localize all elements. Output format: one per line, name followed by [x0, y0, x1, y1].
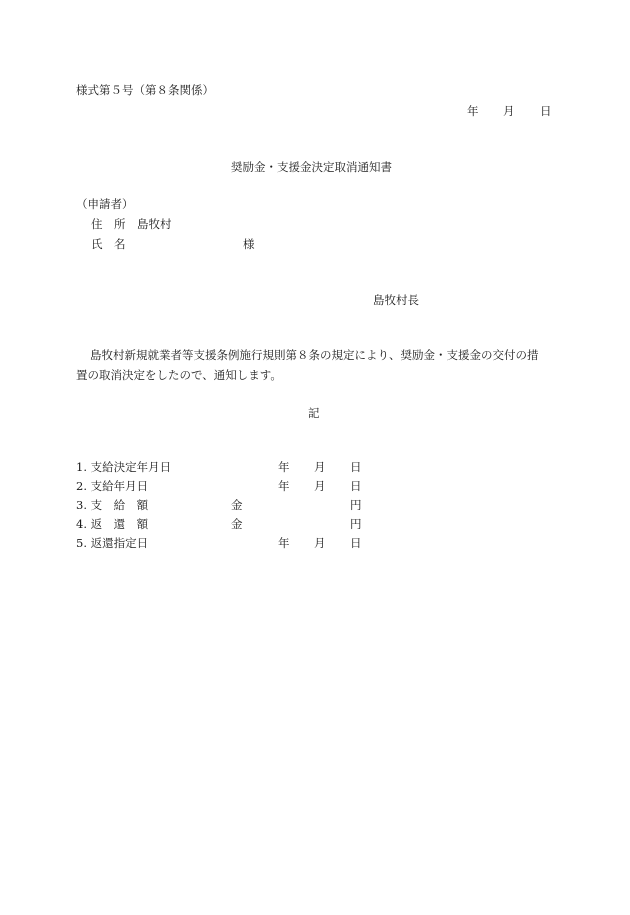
item-month: 月: [314, 460, 326, 474]
item-amount-prefix: 金: [231, 517, 243, 531]
item-row: [76, 500, 376, 514]
item-amount-prefix: 金: [231, 498, 243, 512]
item-row: [76, 538, 376, 552]
item-year: 年: [278, 536, 290, 550]
address-value: 島牧村: [137, 217, 172, 231]
date-year-label: 年: [467, 104, 479, 118]
item-label: 3. 支 給 額: [76, 498, 149, 512]
item-label: 2. 支給年月日: [76, 479, 149, 493]
item-month: 月: [314, 536, 326, 550]
item-row: [76, 481, 376, 495]
item-label: 1. 支給決定年月日: [76, 460, 172, 474]
item-year: 年: [278, 460, 290, 474]
applicant-heading: （申請者）: [76, 197, 134, 211]
item-label: 4. 返 還 額: [76, 517, 149, 531]
body-text-line-1: 島牧村新規就業者等支援条例施行規則第８条の規定により、奨励金・支援金の交付の措: [90, 348, 539, 362]
ki-heading: 記: [308, 406, 320, 420]
address-label: 住 所: [91, 217, 126, 231]
issuer: 島牧村長: [373, 293, 419, 307]
document-title: 奨励金・支援金決定取消通知書: [231, 160, 392, 174]
name-label: 氏 名: [91, 237, 126, 251]
date-month-label: 月: [503, 104, 515, 118]
item-month: 月: [314, 479, 326, 493]
item-row: [76, 462, 376, 476]
item-row: [76, 519, 376, 533]
item-day: 日: [350, 460, 362, 474]
item-label: 5. 返還指定日: [76, 536, 149, 550]
item-amount-unit: 円: [350, 517, 362, 531]
date-day-label: 日: [540, 104, 552, 118]
body-text-line-2: 置の取消決定をしたので、通知します。: [76, 368, 282, 382]
form-number: 様式第５号（第８条関係）: [76, 83, 214, 97]
item-day: 日: [350, 479, 362, 493]
item-amount-unit: 円: [350, 498, 362, 512]
item-day: 日: [350, 536, 362, 550]
honorific: 様: [243, 237, 255, 251]
item-year: 年: [278, 479, 290, 493]
